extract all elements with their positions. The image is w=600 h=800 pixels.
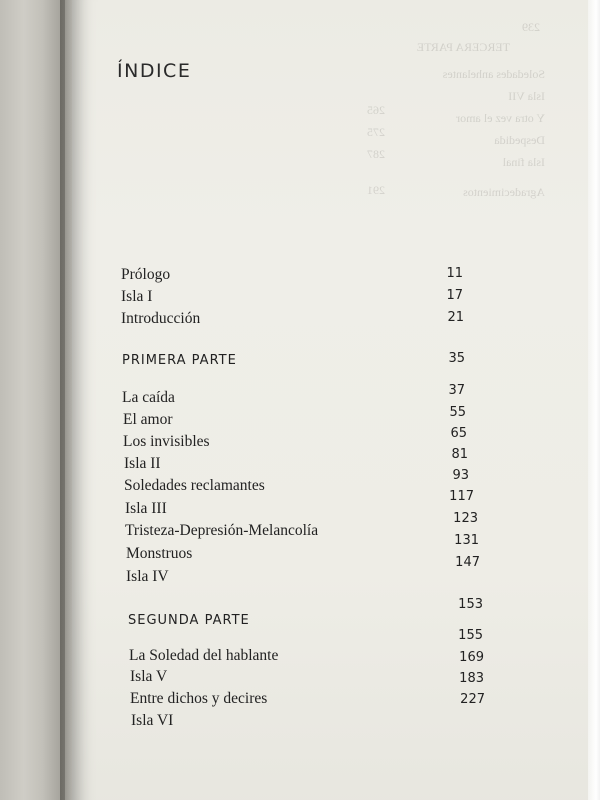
toc-entry-page: 153 [458, 597, 483, 612]
toc-entry-page: 21 [447, 310, 464, 325]
toc-entry-title: El amor [123, 411, 173, 428]
toc-entry-title: Introducción [121, 310, 201, 327]
toc-entry-page: 147 [455, 555, 480, 570]
bleed-line: 239 [522, 20, 540, 34]
toc-entry-page: 123 [453, 511, 478, 526]
toc-entry-page: 65 [450, 426, 467, 441]
toc-entry-page: 93 [452, 468, 469, 483]
toc-entry-title: Tristeza-Depresión-Melancolía [125, 522, 319, 539]
bleed-line: Y otra vez el amor [456, 111, 545, 125]
toc-entry-page: 37 [448, 383, 465, 398]
toc-part-heading: SEGUNDA PARTE [128, 613, 250, 628]
bleed-line: 291 [367, 183, 385, 197]
toc-entry-page: 183 [459, 671, 484, 686]
toc-entry-page: 81 [451, 447, 468, 462]
bleed-line: TERCERA PARTE [416, 40, 510, 54]
toc-entry-page: 169 [459, 650, 484, 665]
toc-entry-page: 11 [446, 266, 463, 281]
toc-entry-title: Prólogo [121, 266, 171, 283]
toc-entry-page: 227 [460, 692, 485, 707]
bleed-line: Isla final [502, 155, 545, 169]
toc-entry-title: Isla V [130, 668, 168, 685]
page-stack-edge [588, 0, 600, 800]
toc-entry-title: Isla VI [131, 712, 174, 729]
bleed-line: 275 [367, 125, 385, 139]
index-title: ÍNDICE [117, 60, 192, 82]
toc-entry-page: 155 [458, 628, 483, 643]
toc-entry-page: 17 [446, 288, 463, 303]
toc-entry-title: La Soledad del hablante [129, 647, 279, 664]
bleed-line: Agradecimientos [463, 185, 545, 199]
toc-entry-title: Los invisibles [123, 433, 210, 450]
toc-entry-title: La caída [122, 389, 175, 406]
toc-entry-title: Soledades reclamantes [124, 477, 265, 494]
toc-entry-title: Monstruos [126, 545, 193, 562]
bleed-line: Soledades anhelantes [442, 67, 545, 81]
toc-entry-title: Isla IV [126, 568, 169, 585]
bleed-line: Isla VII [508, 89, 545, 103]
toc-entry-title: Isla I [121, 288, 153, 305]
toc-entry-title: Isla II [124, 455, 161, 472]
left-page-edge [0, 0, 65, 800]
bleed-line: 287 [367, 147, 385, 161]
toc-entry-page: 117 [449, 489, 474, 504]
bleed-line: 265 [367, 103, 385, 117]
toc-entry-page: 35 [448, 351, 465, 366]
toc-part-heading: PRIMERA PARTE [122, 353, 237, 368]
toc-entry-page: 131 [454, 533, 479, 548]
toc-entry-title: Isla III [125, 500, 167, 517]
toc-entry-page: 55 [449, 405, 466, 420]
bleed-through-text [360, 15, 550, 205]
toc-entry-title: Entre dichos y decires [130, 690, 268, 707]
bleed-line: Despedida [494, 133, 545, 147]
